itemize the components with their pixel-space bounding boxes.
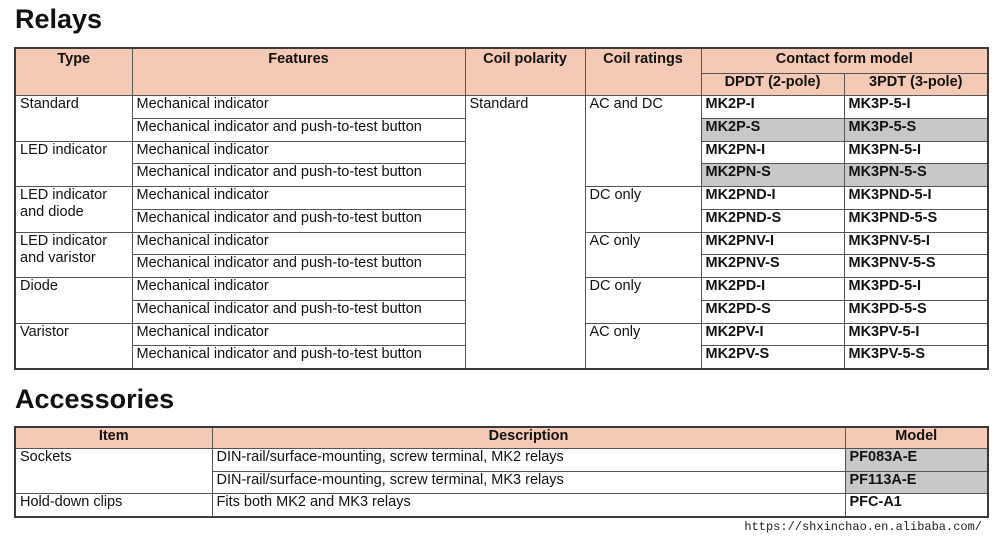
3pdt-model-cell: MK3PD-5-I (844, 278, 988, 301)
dpdt-model-cell: MK2PNV-I (701, 232, 844, 255)
feature-cell: Mechanical indicator and push-to-test button (132, 118, 465, 141)
3pdt-model-cell: MK3P-5-I (844, 96, 988, 119)
coil-rating-cell: AC only (585, 323, 701, 369)
feature-cell: Mechanical indicator and push-to-test button (132, 346, 465, 369)
coil-rating-cell: DC only (585, 278, 701, 324)
type-cell: Varistor (15, 323, 132, 369)
dpdt-model-cell: MK2PND-I (701, 187, 844, 210)
coil-rating-cell: DC only (585, 187, 701, 233)
item-cell: Sockets (15, 449, 212, 494)
table-row (15, 494, 988, 517)
3pdt-model-cell: MK3PNV-5-I (844, 232, 988, 255)
table-row (15, 449, 988, 472)
source-url-text: https://shxinchao.en.alibaba.com/ (744, 520, 982, 534)
dpdt-model-cell: MK2PN-I (701, 141, 844, 164)
accessories-section-title: Accessories (15, 384, 175, 414)
type-cell: LED indicator and varistor (15, 232, 132, 278)
feature-cell: Mechanical indicator and push-to-test button (132, 255, 465, 278)
dpdt-model-cell: MK2PV-S (701, 346, 844, 369)
header-coil-polarity: Coil polarity (465, 48, 585, 96)
feature-cell: Mechanical indicator and push-to-test button (132, 164, 465, 187)
type-cell: LED indicator and diode (15, 187, 132, 233)
dpdt-model-cell: MK2PV-I (701, 323, 844, 346)
feature-cell: Mechanical indicator (132, 278, 465, 301)
item-cell: Hold-down clips (15, 494, 212, 517)
model-cell: PF113A-E (845, 471, 988, 494)
feature-cell: Mechanical indicator (132, 232, 465, 255)
header-model: Model (845, 427, 988, 449)
3pdt-model-cell: MK3PN-5-I (844, 141, 988, 164)
accessories-table (14, 426, 989, 518)
3pdt-model-cell: MK3PV-5-S (844, 346, 988, 369)
coil-rating-cell: AC only (585, 232, 701, 278)
dpdt-model-cell: MK2PNV-S (701, 255, 844, 278)
header-3pdt: 3PDT (3-pole) (844, 73, 988, 95)
header-dpdt: DPDT (2-pole) (701, 73, 844, 95)
feature-cell: Mechanical indicator (132, 141, 465, 164)
model-cell: PFC-A1 (845, 494, 988, 517)
header-type: Type (15, 48, 132, 96)
3pdt-model-cell: MK3PN-5-S (844, 164, 988, 187)
description-cell: Fits both MK2 and MK3 relays (212, 494, 845, 517)
description-cell: DIN-rail/surface-mounting, screw terminal, MK2 relays (212, 449, 845, 472)
feature-cell: Mechanical indicator (132, 96, 465, 119)
3pdt-model-cell: MK3P-5-S (844, 118, 988, 141)
relays-section-title: Relays (15, 4, 103, 34)
header-contact-form-model: Contact form model (701, 48, 988, 73)
feature-cell: Mechanical indicator and push-to-test button (132, 300, 465, 323)
feature-cell: Mechanical indicator (132, 187, 465, 210)
3pdt-model-cell: MK3PV-5-I (844, 323, 988, 346)
header-description: Description (212, 427, 845, 449)
dpdt-model-cell: MK2PN-S (701, 164, 844, 187)
coil-rating-cell: AC and DC (585, 96, 701, 187)
type-cell: LED indicator (15, 141, 132, 187)
model-cell: PF083A-E (845, 449, 988, 472)
3pdt-model-cell: MK3PD-5-S (844, 300, 988, 323)
feature-cell: Mechanical indicator and push-to-test button (132, 209, 465, 232)
table-row (15, 96, 988, 119)
header-features: Features (132, 48, 465, 96)
3pdt-model-cell: MK3PND-5-I (844, 187, 988, 210)
dpdt-model-cell: MK2PD-S (701, 300, 844, 323)
header-item: Item (15, 427, 212, 449)
type-cell: Diode (15, 278, 132, 324)
header-coil-ratings: Coil ratings (585, 48, 701, 96)
relays-table (14, 47, 989, 370)
3pdt-model-cell: MK3PNV-5-S (844, 255, 988, 278)
dpdt-model-cell: MK2P-S (701, 118, 844, 141)
coil-polarity-cell: Standard (465, 96, 585, 370)
type-cell: Standard (15, 96, 132, 142)
feature-cell: Mechanical indicator (132, 323, 465, 346)
dpdt-model-cell: MK2PND-S (701, 209, 844, 232)
3pdt-model-cell: MK3PND-5-S (844, 209, 988, 232)
dpdt-model-cell: MK2PD-I (701, 278, 844, 301)
dpdt-model-cell: MK2P-I (701, 96, 844, 119)
description-cell: DIN-rail/surface-mounting, screw terminal, MK3 relays (212, 471, 845, 494)
